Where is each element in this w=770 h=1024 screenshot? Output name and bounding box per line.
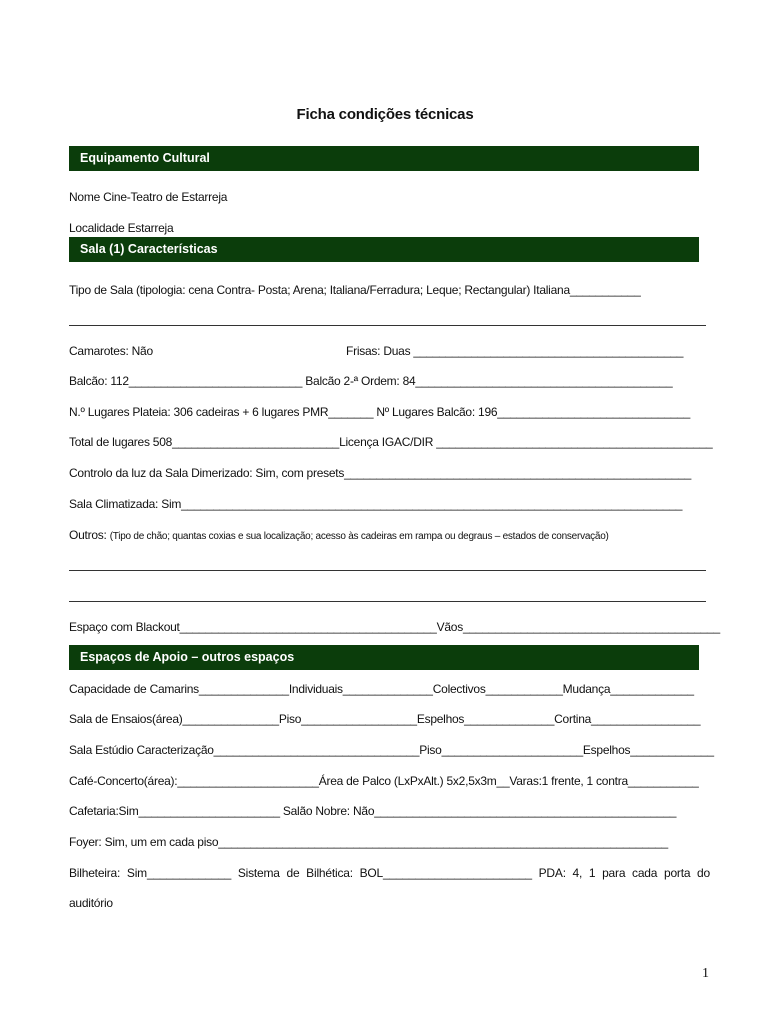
field-cafe-concerto: Café-Concerto(área):______________________Área de Palco (LxPxAlt.) 5x2,5x3m__Varas:1 frente, 1 contra___________	[69, 774, 699, 788]
field-balcao: Balcão: 112___________________________ Balcão 2-ª Ordem: 84________________________________________	[69, 374, 673, 388]
blank-line	[69, 601, 706, 602]
field-nome: Nome Cine-Teatro de Estarreja	[69, 190, 228, 204]
field-bilheteira: Bilheteira: Sim_____________ Sistema de Bilhética: BOL_______________________ PDA: 4, 1 para cada porta do	[69, 866, 710, 880]
outros-label: Outros:	[69, 528, 110, 542]
page-title: Ficha condições técnicas	[296, 106, 474, 123]
field-controlo-luz: Controlo da luz da Sala Dimerizado: Sim, com presets______________________________________________________	[69, 466, 692, 480]
blank-line	[69, 570, 706, 571]
field-blackout: Espaço com Blackout________________________________________Vãos________________________________________	[69, 620, 720, 634]
field-frisas: Frisas: Duas __________________________________________	[346, 344, 684, 358]
page-number: 1	[702, 966, 709, 981]
section-header-apoio: Espaços de Apoio – outros espaços	[69, 645, 699, 670]
outros-hint: (Tipo de chão; quantas coxias e sua localização; acesso às cadeiras em rampa ou degraus – estados de conservação)	[109, 531, 609, 542]
blank-line	[69, 325, 706, 326]
field-tipo-sala: Tipo de Sala (tipologia: cena Contra- Posta; Arena; Italiana/Ferradura; Leque; Rectangular) Italiana___________	[69, 283, 641, 297]
field-estudio: Sala Estúdio Caracterização________________________________Piso______________________Espelhos_____________	[69, 743, 714, 757]
field-camarins: Capacidade de Camarins______________Individuais______________Colectivos____________Mudança_____________	[69, 682, 694, 696]
field-foyer: Foyer: Sim, um em cada piso______________________________________________________________________	[69, 835, 668, 849]
field-auditorio: auditório	[69, 896, 113, 910]
field-total-lugares: Total de lugares 508__________________________Licença IGAC/DIR ___________________________________________	[69, 435, 713, 449]
field-localidade: Localidade Estarreja	[69, 221, 174, 235]
field-outros	[69, 528, 609, 542]
section-header-equipamento: Equipamento Cultural	[69, 146, 699, 171]
field-ensaios: Sala de Ensaios(área)_______________Piso__________________Espelhos______________Cortina_________________	[69, 712, 701, 726]
field-climatizada: Sala Climatizada: Sim______________________________________________________________________________	[69, 497, 683, 511]
field-cafetaria: Cafetaria:Sim______________________ Salão Nobre: Não_______________________________________________	[69, 804, 677, 818]
section-header-sala: Sala (1) Características	[69, 237, 699, 262]
field-lugares: N.º Lugares Plateia: 306 cadeiras + 6 lugares PMR_______ Nº Lugares Balcão: 196______________________________	[69, 405, 691, 419]
field-camarotes: Camarotes: Não	[69, 344, 153, 358]
